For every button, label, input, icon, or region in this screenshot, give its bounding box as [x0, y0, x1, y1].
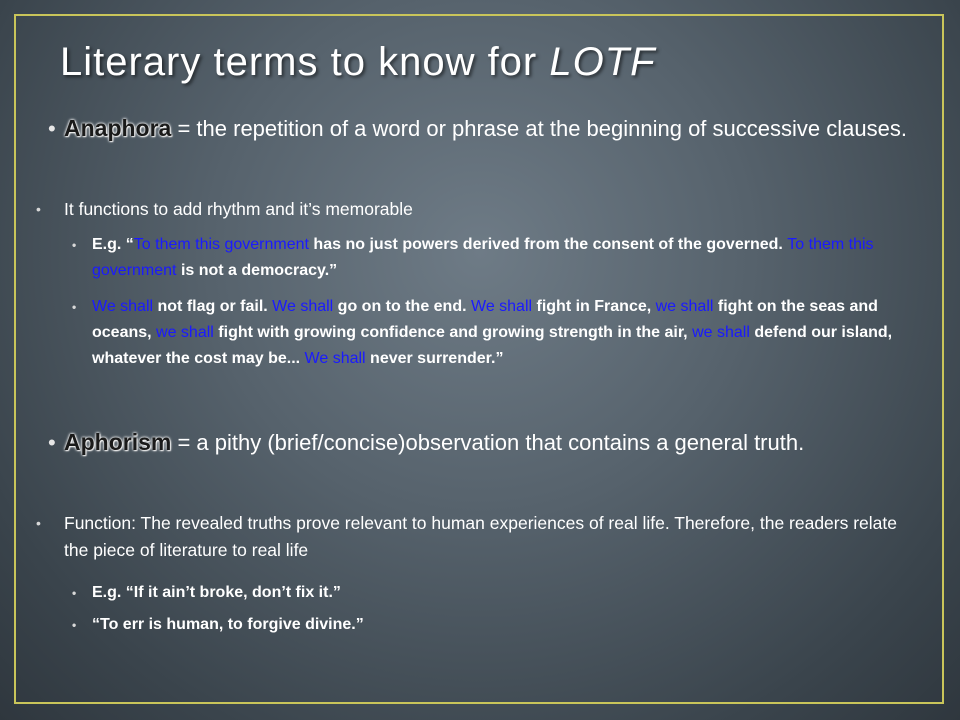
bullet-icon: •: [48, 116, 56, 141]
example-text: never surrender.”: [365, 350, 504, 367]
anaphora-example-2: [72, 294, 922, 372]
bullet-icon: •: [48, 430, 56, 455]
repeated-phrase: we shall: [692, 324, 750, 341]
repeated-phrase: To them this government: [92, 236, 874, 279]
example-text: has no just powers derived from the consent of the governed.: [308, 236, 788, 253]
aphorism-example-1: [72, 580, 922, 606]
repeated-phrase: We shall: [304, 350, 366, 367]
repeated-phrase: To them this government: [133, 236, 309, 253]
bullet-icon: •: [36, 201, 41, 217]
aphorism-function-text: Function: The revealed truths prove relevant to human experiences of real life. Therefore, the readers relate the piece of literature to real life: [64, 513, 898, 560]
anaphora-example-1: [72, 232, 922, 284]
aphorism-definition-text: = a pithy (brief/concise)observation that contains a general truth.: [171, 430, 805, 455]
bullet-icon: •: [36, 515, 41, 531]
repeated-phrase: we shall: [156, 324, 214, 341]
example-text: fight with growing confidence and growing strength in the air,: [213, 324, 693, 341]
bullet-icon: •: [72, 300, 77, 314]
example-text: is not a democracy.”: [176, 262, 338, 279]
bullet-icon: •: [72, 618, 77, 632]
example-text: “To err is human, to forgive divine.”: [92, 616, 364, 633]
anaphora-definition: [48, 112, 924, 145]
title-text: Literary terms to know for: [60, 40, 550, 84]
example-text: not flag or fail.: [153, 298, 273, 315]
example-text: E.g. “: [92, 236, 134, 253]
anaphora-definition-text: = the repetition of a word or phrase at the beginning of successive clauses.: [171, 116, 907, 141]
repeated-phrase: We shall: [92, 298, 154, 315]
aphorism-definition: [48, 426, 924, 459]
anaphora-term: Anaphora: [64, 115, 172, 141]
title-emphasis: LOTF: [549, 40, 656, 84]
bullet-icon: •: [72, 586, 77, 600]
bullet-icon: •: [72, 238, 77, 252]
repeated-phrase: we shall: [655, 298, 714, 315]
example-text: defend our island, whatever the cost may be...: [92, 324, 893, 367]
anaphora-function-text: It functions to add rhythm and it’s memorable: [64, 199, 413, 219]
anaphora-function: [36, 196, 924, 223]
slide-title: [60, 40, 656, 85]
aphorism-example-2: [72, 612, 922, 638]
example-text: fight in France,: [532, 298, 656, 315]
example-text: fight on the seas and oceans,: [92, 298, 878, 341]
aphorism-term: Aphorism: [64, 429, 172, 455]
aphorism-function: [36, 510, 924, 564]
example-text: go on to the end.: [333, 298, 471, 315]
repeated-phrase: We shall: [272, 298, 334, 315]
example-text: E.g. “If it ain’t broke, don’t fix it.”: [92, 584, 341, 601]
repeated-phrase: We shall: [471, 298, 533, 315]
